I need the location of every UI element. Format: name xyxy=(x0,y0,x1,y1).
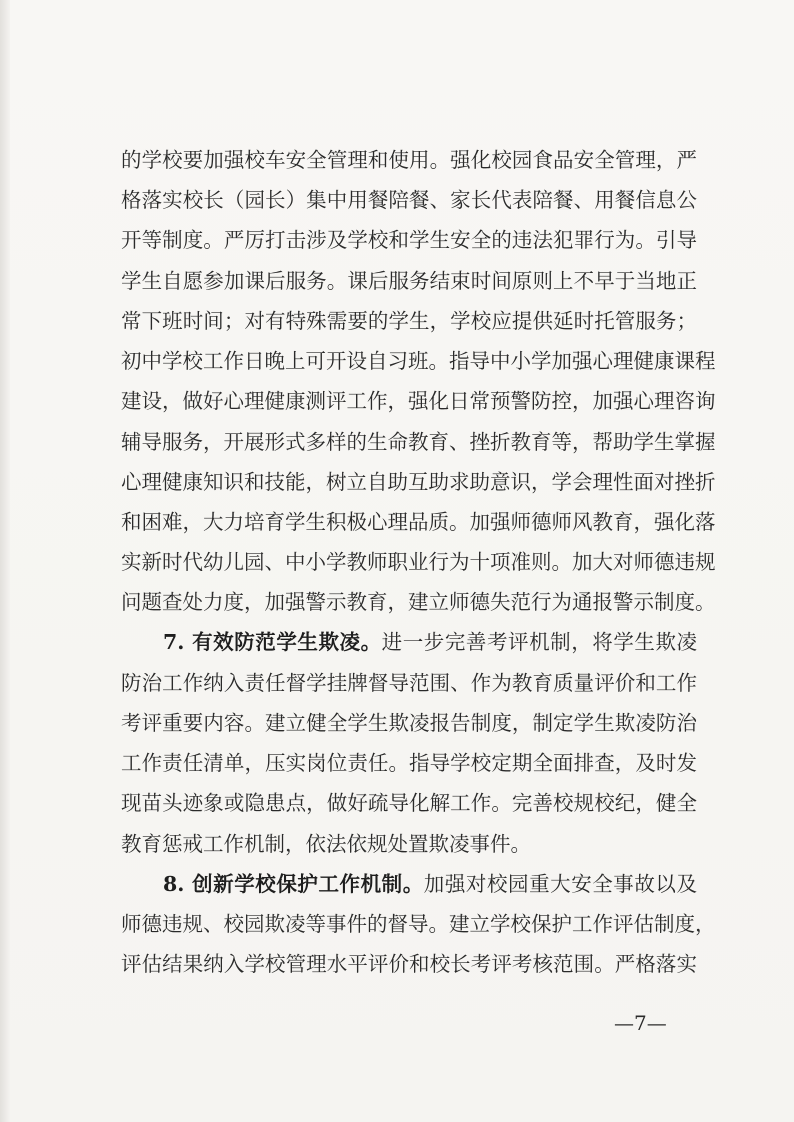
section-7-line-5: 现苗头迹象或隐患点，做好疏导化解工作。完善校规校纪，健全 xyxy=(121,791,697,815)
section-7-first-line-text: 进一步完善考评机制，将学生欺凌 xyxy=(381,630,698,654)
text-line-5: 常下班时间；对有特殊需要的学生，学校应提供延时托管服务； xyxy=(121,309,697,333)
text-line-12: 问题查处力度，加强警示教育，建立师德失范行为通报警示制度。 xyxy=(121,590,716,614)
section-7-line-3: 考评重要内容。建立健全学生欺凌报告制度，制定学生欺凌防治 xyxy=(121,711,697,735)
section-7-line-6: 教育惩戒工作机制，依法依规处置欺凌事件。 xyxy=(121,832,531,856)
text-line-3: 开等制度。严厉打击涉及学校和学生安全的违法犯罪行为。引导 xyxy=(121,228,697,252)
text-line-10: 和困难，大力培育学生积极心理品质。加强师德师风教育，强化落 xyxy=(121,510,716,534)
page-number: —7— xyxy=(614,1011,667,1035)
section-7-heading: 7. 有效防范学生欺凌。 xyxy=(163,630,382,654)
section-8-line-3: 评估结果纳入学校管理水平评价和校长考评考核范围。严格落实 xyxy=(121,952,697,976)
text-line-7: 建设，做好心理健康测评工作，强化日常预警防控，加强心理咨询 xyxy=(121,389,716,413)
section-7-line-4: 工作责任清单，压实岗位责任。指导学校定期全面排查，及时发 xyxy=(121,751,697,775)
text-line-1: 的学校要加强校车安全管理和使用。强化校园食品安全管理，严 xyxy=(121,148,697,172)
section-8-line-2: 师德违规、校园欺凌等事件的督导。建立学校保护工作评估制度， xyxy=(121,912,716,936)
section-8-first-line-text: 加强对校园重大安全事故以及 xyxy=(423,872,697,896)
text-line-11: 实新时代幼儿园、中小学教师职业行为十项准则。加大对师德违规 xyxy=(121,550,716,574)
section-7-line-2: 防治工作纳入责任督学挂牌督导范围、作为教育质量评价和工作 xyxy=(121,671,697,695)
section-8-first-line xyxy=(163,864,697,904)
text-line-2: 格落实校长（园长）集中用餐陪餐、家长代表陪餐、用餐信息公 xyxy=(121,188,697,212)
page-binding-edge xyxy=(0,0,10,1122)
text-line-9: 心理健康知识和技能，树立自助互助求助意识，学会理性面对挫折 xyxy=(121,470,716,494)
text-line-4: 学生自愿参加课后服务。课后服务结束时间原则上不早于当地正 xyxy=(121,269,697,293)
text-line-8: 辅导服务，开展形式多样的生命教育、挫折教育等，帮助学生掌握 xyxy=(121,430,716,454)
section-7-first-line xyxy=(163,622,697,662)
section-8-heading: 8. 创新学校保护工作机制。 xyxy=(163,872,424,896)
text-line-6: 初中学校工作日晚上可开设自习班。指导中小学加强心理健康课程 xyxy=(121,349,716,373)
